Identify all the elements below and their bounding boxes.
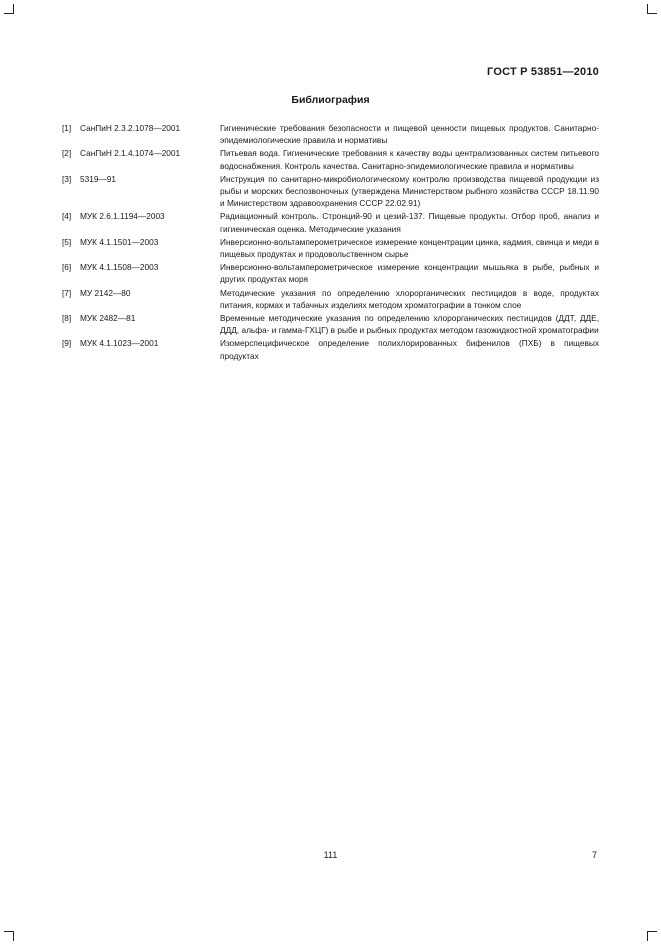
reference-text: Изомерспецифическое определение полихлорированных бифенилов (ПХБ) в пищевых продуктах — [220, 338, 599, 361]
reference-code: СанПиН 2.1.4.1074—2001 — [80, 148, 181, 159]
crop-mark-top-right-h — [647, 13, 657, 14]
reference-number: [8] — [62, 313, 72, 324]
reference-item — [62, 337, 599, 361]
page-number: 7 — [591, 850, 597, 860]
reference-item — [62, 122, 599, 146]
reference-text: Инверсионно-вольтамперометрическое измерение концентрации цинка, кадмия, свинца и меди в пищевых продуктах и продовольственном сырье — [220, 236, 599, 260]
reference-number: [1] — [62, 123, 72, 133]
footer-center-number: 111 — [323, 850, 338, 860]
reference-number: [6] — [62, 262, 72, 273]
reference-code: СанПиН 2.3.2.1078—2001 — [80, 123, 181, 133]
reference-text: Методические указания по определению хлорорганических пестицидов в воде, продуктах питания, кормах и табачных изделиях методом хроматографии в тонком слое — [220, 287, 599, 310]
reference-item — [62, 236, 599, 260]
page-title: Библиография — [291, 94, 370, 106]
reference-text: Инструкция по санитарно-микробиологическому контролю производства пищевой продукции из рыбы и морских беспозвоночных (утверждена Министерством рыбного хозяйства СССР 18.11.90 и Министерством здравоохранения СССР 22.02.91) — [220, 173, 599, 209]
reference-item — [62, 312, 599, 336]
reference-number: [3] — [62, 173, 72, 184]
reference-code: МУК 4.1.1501—2003 — [80, 236, 159, 247]
crop-mark-bottom-left-v — [13, 931, 14, 941]
reference-item — [62, 173, 599, 210]
reference-number: [7] — [62, 287, 72, 298]
reference-text: Гигиенические требования безопасности и пищевой ценности пищевых продуктов. Санитарно-эпидемиологические правила и нормативы — [220, 123, 599, 146]
reference-number: [5] — [62, 236, 72, 247]
reference-code: МУК 2482—81 — [80, 313, 136, 324]
reference-item — [62, 261, 599, 285]
reference-code: МУК 2.6.1.1194—2003 — [80, 211, 165, 222]
reference-code: МУ 2142—80 — [80, 287, 131, 298]
reference-item — [62, 210, 599, 234]
standard-code: ГОСТ Р 53851—2010 — [487, 66, 599, 78]
crop-mark-top-left-v — [13, 4, 14, 14]
reference-code: МУК 4.1.1023—2001 — [80, 338, 159, 349]
reference-text: Радиационный контроль. Стронций-90 и цезий-137. Пищевые продукты. Отбор проб, анализ и гигиеническая оценка. Методические указания — [220, 211, 599, 234]
reference-number: [4] — [62, 211, 72, 222]
reference-number: [9] — [62, 338, 72, 349]
reference-code: 5319—91 — [80, 173, 116, 184]
crop-mark-bottom-right-v — [647, 931, 648, 941]
reference-text: Инверсионно-вольтамперометрическое измерение концентрации мышьяка в рыбе, рыбных и других продуктах моря — [220, 262, 599, 285]
crop-mark-top-right-v — [647, 4, 648, 14]
reference-list — [62, 122, 599, 363]
crop-mark-bottom-right-h — [647, 931, 657, 932]
reference-text: Временные методические указания по определению хлорорганических пестицидов (ДДТ, ДДЕ, ДДД, альфа- и гамма-ГХЦГ) в рыбе и рыбных продуктах методом газожидкостной хроматографии — [220, 313, 599, 336]
reference-item — [62, 147, 599, 171]
reference-item — [62, 287, 599, 311]
reference-number: [2] — [62, 148, 72, 159]
reference-code: МУК 4.1.1508—2003 — [80, 262, 159, 273]
reference-text: Питьевая вода. Гигиенические требования к качеству воды централизованных систем питьевого водоснабжения. Контроль качества. Санитарно-эпидемиологические правила и нормативы — [220, 148, 599, 171]
